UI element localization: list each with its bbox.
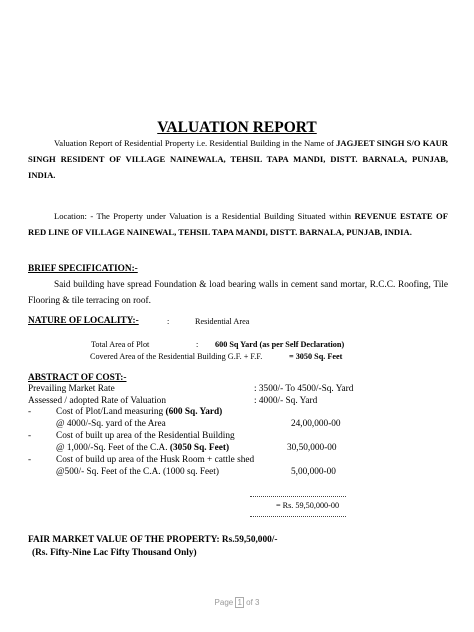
- market-rate-label: Prevailing Market Rate: [28, 384, 115, 394]
- fair-market-value-words: (Rs. Fifty-Nine Lac Fifty Thousand Only): [32, 548, 197, 558]
- cost-item-dash: -: [28, 431, 32, 441]
- cost-item-line1: Cost of Plot/Land measuring (600 Sq. Yard): [56, 407, 223, 417]
- cost-item-line2: @ 4000/-Sq. yard of the Area: [56, 419, 166, 429]
- locality-value: Residential Area: [195, 317, 250, 326]
- current-page: 1: [237, 598, 242, 607]
- market-rate-value: : 3500/- To 4500/-Sq. Yard: [254, 384, 354, 394]
- cost-item-amount: 30,50,000-00: [287, 443, 337, 453]
- intro-paragraph: [28, 135, 448, 183]
- locality-colon: :: [167, 317, 170, 326]
- total-pages: 3: [255, 598, 260, 607]
- abstract-heading: ABSTRACT OF COST:-: [28, 373, 127, 383]
- page-number: Page 1 of 3: [214, 598, 260, 607]
- cost-item: [28, 407, 448, 431]
- location-text: Location: - The Property under Valuation is a Residential Building Situated within: [54, 211, 355, 221]
- location-paragraph: [28, 208, 448, 240]
- plot-area-value: 600 Sq Yard (as per Self Declaration): [215, 340, 345, 349]
- brief-paragraph: [28, 277, 448, 309]
- covered-area-value: = 3050 Sq. Feet: [289, 352, 343, 361]
- cost-item-amount: 24,00,000-00: [291, 419, 341, 429]
- plot-area-label: Total Area of Plot: [91, 340, 150, 349]
- cost-item-line1: Cost of built up area of the Residential Building: [56, 431, 235, 441]
- assessed-rate-value: : 4000/- Sq. Yard: [254, 396, 318, 406]
- plot-area-colon: :: [196, 340, 199, 349]
- intro-text: Valuation Report of Residential Property i.e. Residential Building in the Name of: [54, 138, 337, 148]
- market-rate-row: [28, 384, 448, 396]
- total-amount: = Rs. 59,50,000-00: [276, 501, 340, 510]
- cost-item: [28, 431, 448, 455]
- brief-heading: BRIEF SPECIFICATION:-: [28, 264, 138, 274]
- locality-heading: NATURE OF LOCALITY:-: [28, 316, 139, 326]
- total-bottom-rule: [250, 516, 346, 517]
- cost-item-dash: -: [28, 407, 32, 417]
- cost-item: [28, 455, 448, 479]
- owner-details: JAGJEET SINGH S/O KAUR SINGH RESIDENT OF VILLAGE NAINEWALA, TEHSIL TAPA MANDI, DISTT. BARNALA, PUNJAB, INDIA.: [28, 138, 448, 180]
- location-estate: REVENUE ESTATE OF RED LINE OF VILLAGE NAINEWAL, TEHSIL TAPA MANDI, DISTT. BARNALA, PUNJAB, INDIA.: [28, 211, 448, 237]
- total-top-rule: [250, 496, 346, 497]
- cost-item-dash: -: [28, 455, 32, 465]
- cost-item-line2: @ 1,000/-Sq. Feet of the C.A. (3050 Sq. Feet): [56, 443, 230, 453]
- fair-market-value: FAIR MARKET VALUE OF THE PROPERTY: Rs.59,50,000/-: [28, 535, 278, 545]
- covered-area-label: Covered Area of the Residential Building G.F. + F.F.: [90, 352, 263, 361]
- brief-text: Said building have spread Foundation & load bearing walls in cement sand mortar, R.C.C. Roofing, Tile Flooring & tile terracing on roof.: [28, 280, 448, 306]
- assessed-rate-label: Assessed / adopted Rate of Valuation: [28, 396, 166, 406]
- cost-item-amount: 5,00,000-00: [291, 467, 336, 477]
- cost-item-line2: @500/- Sq. Feet of the C.A. (1000 sq. Feet): [56, 467, 219, 477]
- report-title: VALUATION REPORT: [157, 119, 317, 136]
- cost-item-line1: Cost of build up area of the Husk Room + cattle shed: [56, 455, 255, 465]
